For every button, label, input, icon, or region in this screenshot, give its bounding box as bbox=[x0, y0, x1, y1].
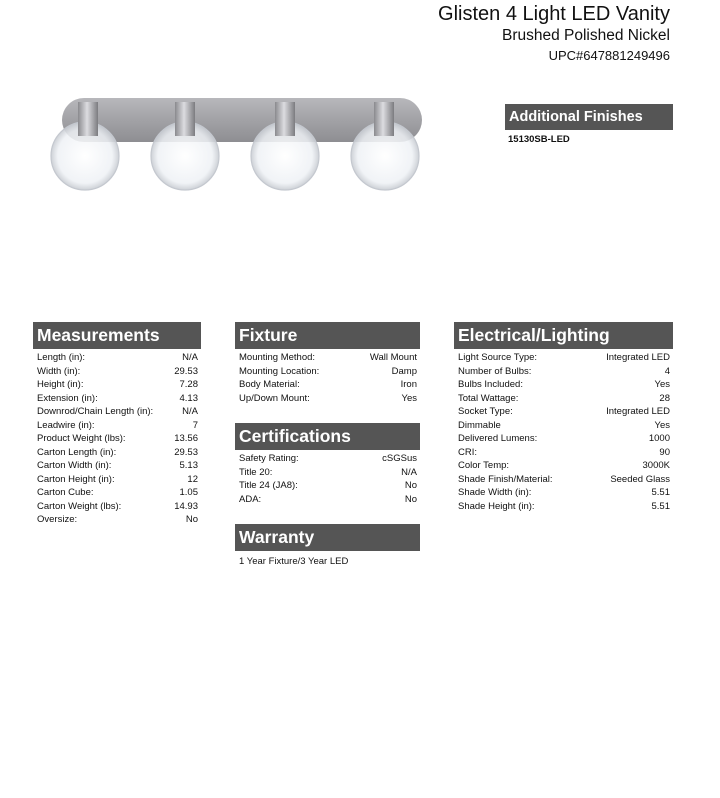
spec-label: Extension (in): bbox=[37, 392, 98, 404]
spec-rows bbox=[33, 351, 201, 527]
spec-label: Carton Width (in): bbox=[37, 460, 112, 471]
spec-label: Dimmable bbox=[458, 419, 501, 431]
section-heading: Certifications bbox=[235, 423, 420, 450]
spec-label: Length (in): bbox=[37, 352, 86, 363]
spec-label: Carton Weight (lbs): bbox=[37, 500, 122, 512]
spec-row bbox=[454, 486, 673, 500]
spec-label: Body Material: bbox=[239, 379, 300, 390]
spec-value: Seeded Glass bbox=[610, 473, 670, 485]
spec-row bbox=[33, 351, 201, 365]
spec-value: 29.53 bbox=[174, 365, 198, 377]
spec-label: Shade Width (in): bbox=[458, 487, 532, 498]
spec-value: 7.28 bbox=[179, 379, 198, 390]
spec-label: Bulbs Included: bbox=[458, 379, 523, 390]
spec-value: N/A bbox=[182, 406, 198, 417]
spec-row bbox=[33, 378, 201, 392]
section-heading: Fixture bbox=[235, 322, 420, 349]
spec-row bbox=[235, 493, 420, 507]
spec-label: Socket Type: bbox=[458, 406, 513, 417]
spec-label: Carton Cube: bbox=[37, 487, 94, 498]
spec-rows bbox=[454, 351, 673, 513]
vanity-fixture-illustration bbox=[40, 88, 440, 203]
spec-row bbox=[454, 459, 673, 473]
spec-label: Shade Height (in): bbox=[458, 500, 535, 512]
spec-row bbox=[33, 446, 201, 460]
spec-row bbox=[454, 500, 673, 514]
spec-label: Leadwire (in): bbox=[37, 419, 95, 431]
product-finish: Brushed Polished Nickel bbox=[501, 27, 670, 44]
spec-label: Oversize: bbox=[37, 514, 78, 525]
spec-value: Iron bbox=[400, 379, 417, 390]
spec-value: 13.56 bbox=[174, 433, 198, 444]
product-header bbox=[438, 2, 670, 66]
spec-value: Integrated LED bbox=[606, 352, 670, 363]
measurements-section bbox=[33, 322, 201, 527]
spec-row bbox=[33, 432, 201, 446]
spec-label: Up/Down Mount: bbox=[239, 392, 310, 404]
spec-value: 29.53 bbox=[174, 446, 198, 458]
spec-row bbox=[33, 365, 201, 379]
spec-row bbox=[235, 378, 420, 392]
additional-finishes-heading: Additional Finishes bbox=[505, 104, 673, 130]
spec-value: 4 bbox=[664, 365, 670, 377]
spec-value: 5.51 bbox=[651, 500, 670, 512]
spec-row bbox=[454, 419, 673, 433]
spec-label: Title 20: bbox=[239, 466, 273, 478]
spec-label: Carton Length (in): bbox=[37, 446, 117, 458]
fixture-section bbox=[235, 322, 420, 405]
spec-value: N/A bbox=[401, 466, 417, 478]
spec-label: Carton Height (in): bbox=[37, 473, 115, 485]
spec-row bbox=[235, 351, 420, 365]
spec-label: Title 24 (JA8): bbox=[239, 480, 298, 491]
section-heading: Measurements bbox=[33, 322, 201, 349]
spec-rows bbox=[235, 351, 420, 405]
warranty-section bbox=[235, 524, 420, 569]
spec-row bbox=[235, 392, 420, 406]
spec-value: Yes bbox=[654, 379, 670, 390]
spec-value: 1.05 bbox=[179, 487, 198, 498]
spec-label: Number of Bulbs: bbox=[458, 365, 532, 377]
spec-value: Wall Mount bbox=[369, 352, 417, 363]
spec-value: Integrated LED bbox=[606, 406, 670, 417]
section-heading: Warranty bbox=[235, 524, 420, 551]
spec-label: CRI: bbox=[458, 446, 477, 458]
spec-row bbox=[235, 365, 420, 379]
spec-value: 28 bbox=[659, 392, 670, 404]
spec-row bbox=[454, 378, 673, 392]
spec-row bbox=[33, 405, 201, 419]
spec-value: 90 bbox=[659, 446, 670, 458]
additional-finishes bbox=[505, 104, 673, 145]
spec-row bbox=[33, 500, 201, 514]
spec-row bbox=[454, 473, 673, 487]
spec-row bbox=[454, 405, 673, 419]
spec-row bbox=[454, 432, 673, 446]
spec-label: Safety Rating: bbox=[239, 453, 299, 464]
spec-value: 5.51 bbox=[651, 487, 670, 498]
spec-value: Yes bbox=[401, 392, 417, 404]
spec-label: Color Temp: bbox=[458, 460, 510, 471]
finish-code: 15130SB-LED bbox=[508, 134, 570, 145]
spec-row bbox=[235, 452, 420, 466]
spec-value: 12 bbox=[187, 473, 198, 485]
section-heading: Electrical/Lighting bbox=[454, 322, 673, 349]
spec-value: 1000 bbox=[648, 433, 670, 444]
spec-row bbox=[235, 479, 420, 493]
spec-label: Total Wattage: bbox=[458, 392, 519, 404]
spec-value: 14.93 bbox=[174, 500, 198, 512]
spec-row bbox=[454, 365, 673, 379]
spec-row bbox=[235, 466, 420, 480]
spec-value: No bbox=[404, 493, 417, 505]
spec-row bbox=[33, 459, 201, 473]
product-image bbox=[40, 88, 440, 203]
spec-label: Mounting Method: bbox=[239, 352, 316, 363]
spec-value: 7 bbox=[192, 419, 198, 431]
spec-row bbox=[33, 513, 201, 527]
warranty-text: 1 Year Fixture/3 Year LED bbox=[239, 556, 349, 567]
spec-label: Mounting Location: bbox=[239, 365, 320, 377]
spec-value: Damp bbox=[391, 365, 417, 377]
spec-label: Shade Finish/Material: bbox=[458, 473, 553, 485]
spec-row bbox=[454, 446, 673, 460]
spec-value: N/A bbox=[182, 352, 198, 363]
spec-label: Width (in): bbox=[37, 365, 81, 377]
spec-value: 5.13 bbox=[179, 460, 198, 471]
spec-row bbox=[454, 351, 673, 365]
spec-label: Light Source Type: bbox=[458, 352, 538, 363]
product-upc: UPC#647881249496 bbox=[548, 48, 670, 63]
spec-row bbox=[33, 473, 201, 487]
spec-label: ADA: bbox=[239, 493, 262, 505]
spec-row bbox=[33, 392, 201, 406]
spec-value: Yes bbox=[654, 419, 670, 431]
spec-value: 3000K bbox=[642, 460, 670, 471]
spec-value: No bbox=[185, 514, 198, 525]
certifications-section bbox=[235, 423, 420, 506]
product-title: Glisten 4 Light LED Vanity bbox=[438, 3, 670, 25]
spec-value: 4.13 bbox=[179, 392, 198, 404]
spec-row bbox=[33, 486, 201, 500]
electrical-section bbox=[454, 322, 673, 513]
spec-rows bbox=[235, 452, 420, 506]
spec-value: No bbox=[404, 480, 417, 491]
spec-value: cSGSus bbox=[382, 453, 417, 464]
spec-label: Delivered Lumens: bbox=[458, 433, 538, 444]
spec-row bbox=[454, 392, 673, 406]
spec-label: Product Weight (lbs): bbox=[37, 433, 126, 444]
spec-label: Height (in): bbox=[37, 379, 84, 390]
spec-row bbox=[33, 419, 201, 433]
spec-label: Downrod/Chain Length (in): bbox=[37, 406, 154, 417]
